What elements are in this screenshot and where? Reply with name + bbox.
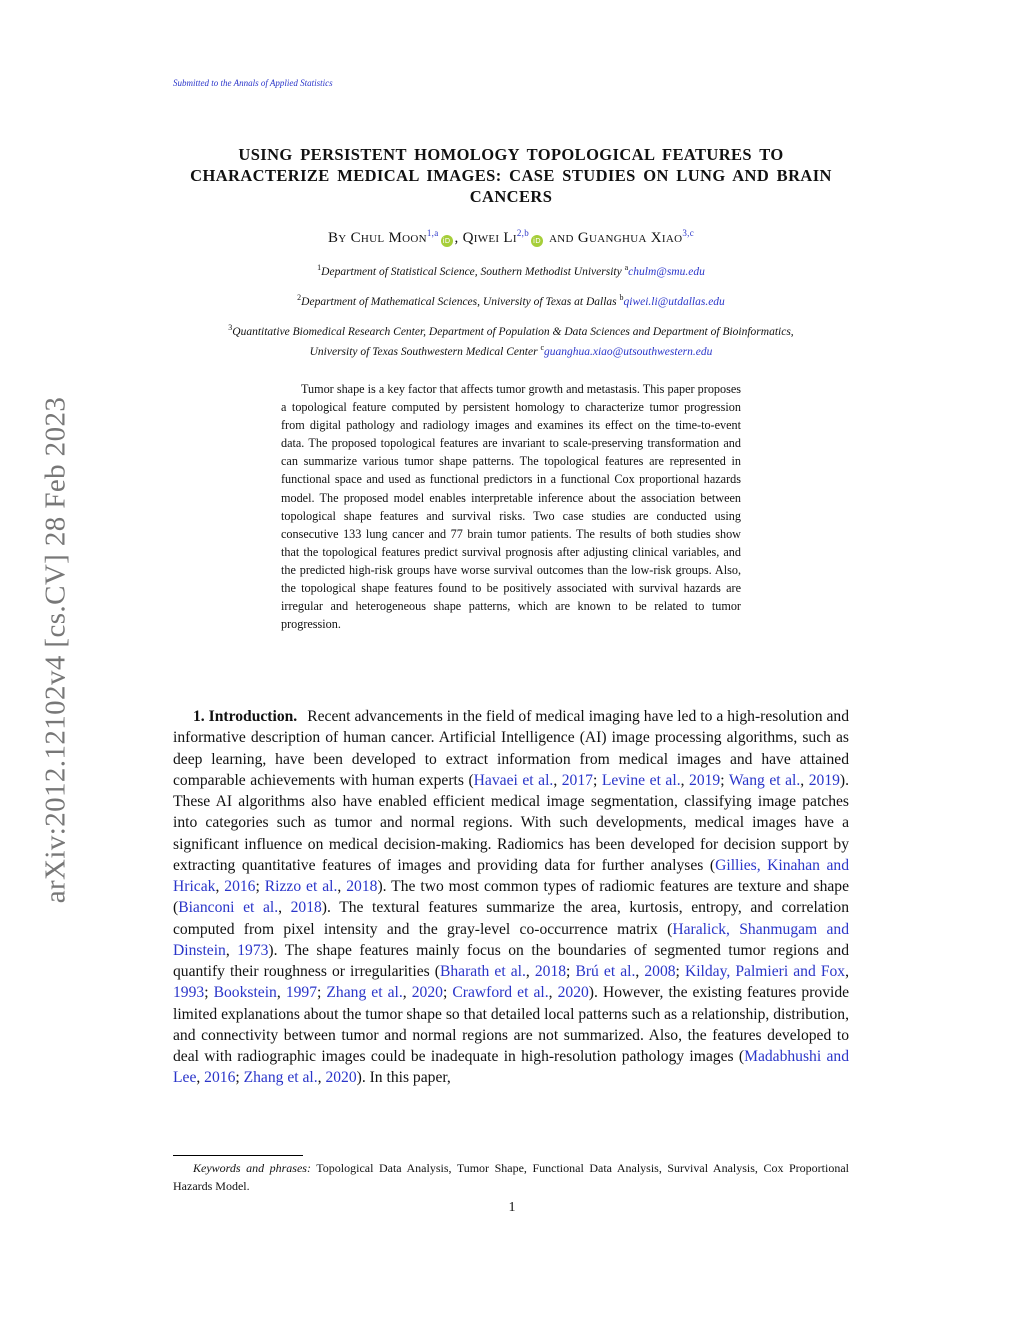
citation-link[interactable]: Bianconi et al. (178, 899, 279, 917)
email-link[interactable]: guanghua.xiao@utsouthwestern.edu (544, 345, 713, 358)
author-name: Chul Moon (350, 230, 427, 246)
orcid-icon[interactable]: iD (531, 235, 543, 247)
citation-link[interactable]: 2020 (557, 984, 589, 1002)
affiliation-3: $^3$Quantitative Biomedical Research Center, Department of Population & Data Sciences and Department of Bioinformatics, University of Texas Southwestern Medical Center $^c$guanghua.xiao@utsouthwestern.edu (228, 323, 794, 358)
arxiv-stamp-text: arXiv:2012.12102v4 [cs.CV] 28 Feb 2023 (39, 396, 72, 904)
affiliation-2: $^2$Department of Mathematical Sciences, University of Texas at Dallas $^b$qiwei.li@utdallas.edu (297, 293, 725, 308)
citation-link[interactable]: Madabhushi and Lee (173, 1048, 849, 1087)
citation-link[interactable]: 2020 (325, 1069, 357, 1087)
section-heading: 1. Introduction. (193, 708, 298, 725)
author-superscript[interactable]: 1,a (426, 228, 439, 238)
citation-link[interactable]: 2016 (224, 878, 256, 895)
citation-link[interactable]: 1973 (237, 941, 269, 959)
citation-link[interactable]: Kilday, Palmieri and Fox (684, 963, 846, 980)
author-superscript[interactable]: 3,c (682, 228, 694, 238)
author-separator: , (454, 230, 463, 246)
citation-link[interactable]: Bharath et al. (439, 963, 526, 980)
author-superscript[interactable]: 2,b (516, 228, 530, 238)
byline-by: By (327, 230, 347, 246)
citation-link[interactable]: 2020 (411, 984, 443, 1002)
citation-link[interactable]: 2017 (561, 771, 593, 789)
citation-link[interactable]: Havaei et al. (473, 771, 554, 789)
citation-link[interactable]: Gillies, Kinahan and Hricak (173, 856, 849, 895)
author-conjunction: and (545, 230, 578, 246)
author-byline (173, 228, 849, 247)
abstract (281, 380, 741, 633)
keywords-label: Keywords and phrases: (193, 1161, 311, 1175)
arxiv-stamp (39, 350, 72, 950)
citation-link[interactable]: Zhang et al. (243, 1069, 318, 1087)
citation-link[interactable]: 2008 (644, 963, 676, 980)
affiliation-1: $^1$Department of Statistical Science, Southern Methodist University $^a$chulm@smu.edu (317, 263, 705, 278)
author-name: Qiwei Li (462, 230, 517, 246)
footnote-rule (173, 1155, 303, 1156)
footnote (173, 1159, 849, 1195)
citation-link[interactable]: Haralick, Shanmugam and Dinstein (173, 920, 849, 959)
citation-link[interactable]: Wang et al. (728, 771, 801, 789)
citation-link[interactable]: Rizzo et al. (264, 878, 338, 895)
citation-link[interactable]: 2019 (808, 771, 840, 789)
orcid-icon[interactable]: iD (441, 235, 453, 247)
keywords-text: Topological Data Analysis, Tumor Shape, Functional Data Analysis, Survival Analysis, Cox Proportional Hazards Model. (173, 1161, 849, 1193)
email-link[interactable]: qiwei.li@utdallas.edu (623, 295, 725, 308)
citation-link[interactable]: 2018 (534, 963, 567, 980)
citation-link[interactable]: Levine et al. (601, 771, 681, 789)
citation-link[interactable]: 1997 (285, 984, 317, 1002)
citation-link[interactable]: 2018 (346, 878, 378, 895)
citation-link[interactable]: 2019 (689, 771, 721, 789)
email-link[interactable]: chulm@smu.edu (628, 265, 705, 278)
citation-link[interactable]: 2018 (290, 899, 322, 917)
citation-link[interactable]: Crawford et al. (452, 984, 549, 1002)
citation-link[interactable]: 2016 (204, 1069, 236, 1087)
citation-link[interactable]: 1993 (173, 984, 205, 1002)
citation-link[interactable]: Zhang et al. (326, 984, 403, 1002)
paper-title: USING PERSISTENT HOMOLOGY TOPOLOGICAL FEATURES TO CHARACTERIZE MEDICAL IMAGES: CASE STUDIES ON LUNG AND BRAIN CANCERS (190, 145, 832, 206)
author-name: Guanghua Xiao (577, 230, 683, 246)
page-number: 1 (508, 1200, 516, 1215)
journal-header[interactable]: Submitted to the Annals of Applied Statistics (173, 78, 333, 88)
citation-link[interactable]: Brú et al. (575, 963, 636, 980)
citation-link[interactable]: Bookstein (213, 984, 277, 1002)
intro-paragraph: 1. Introduction. Recent advancements in the field of medical imaging have led to a high-resolution and informative description of human cancer. Artificial Intelligence (AI) image processing algorithms, such as deep learning, have been developed to extract information from medical images and have attained comparable achievements with human experts (Havaei et al., 2017; Levine et al., 2019; Wang et al., 2019). These AI algorithms also have enabled efficient medical image segmentation, classifying image patches into categories such as tumor and normal regions. With such developments, medical images have a significant influence on medical decision-making. Radiomics has been developed for decision support by extracting quantitative features of images and providing data for further analyses (Gillies, Kinahan and Hricak, 2016; Rizzo et al., 2018). The two most common types of radiomic features are texture and shape (Bianconi et al., 2018). The textural features summarize the area, kurtosis, entropy, and correlation computed from pixel intensity and the gray-level co-occurrence matrix (Haralick, Shanmugam and Dinstein, 1973). The shape features mainly focus on the boundaries of segmented tumor regions and quantify their roughness or irregularities (Bharath et al., 2018; Brú et al., 2008; Kilday, Palmieri and Fox, 1993; Bookstein, 1997; Zhang et al., 2020; Crawford et al., 2020). However, the existing features provide limited explanations about the tumor shape so that detailed local patterns such as a relationship, distribution, and connectivity between tumor and normal regions are not summarized. Also, the features developed to deal with radiographic images could be inadequate in high-resolution pathology images (Madabhushi and Lee, 2016; Zhang et al., 2020). In this paper, (173, 708, 850, 1087)
introduction-section (173, 706, 849, 1089)
abstract-text: Tumor shape is a key factor that affects tumor growth and metastasis. This paper proposes a topological feature computed by persistent homology to characterize tumor progression from digital pathology and radiology images and examines its effect on the time-to-event data. The proposed topological features are invariant to scale-preserving transformation and can summarize various tumor shape patterns. The topological features are represented in functional space and used as functional predictors in a functional Cox proportional hazards model. The proposed model enables interpretable inference about the association between topological shape features and survival risks. Two case studies are conducted using consecutive 133 lung cancer and 77 brain tumor patients. The results of both studies show that the topological features predict survival prognosis after adjusting clinical variables, and the predicted high-risk groups have worse survival outcomes than the low-risk groups. Also, the topological shape features found to be positively associated with survival hazards are irregular and heterogeneous shape patterns, which are known to be related to tumor progression. (281, 382, 741, 632)
